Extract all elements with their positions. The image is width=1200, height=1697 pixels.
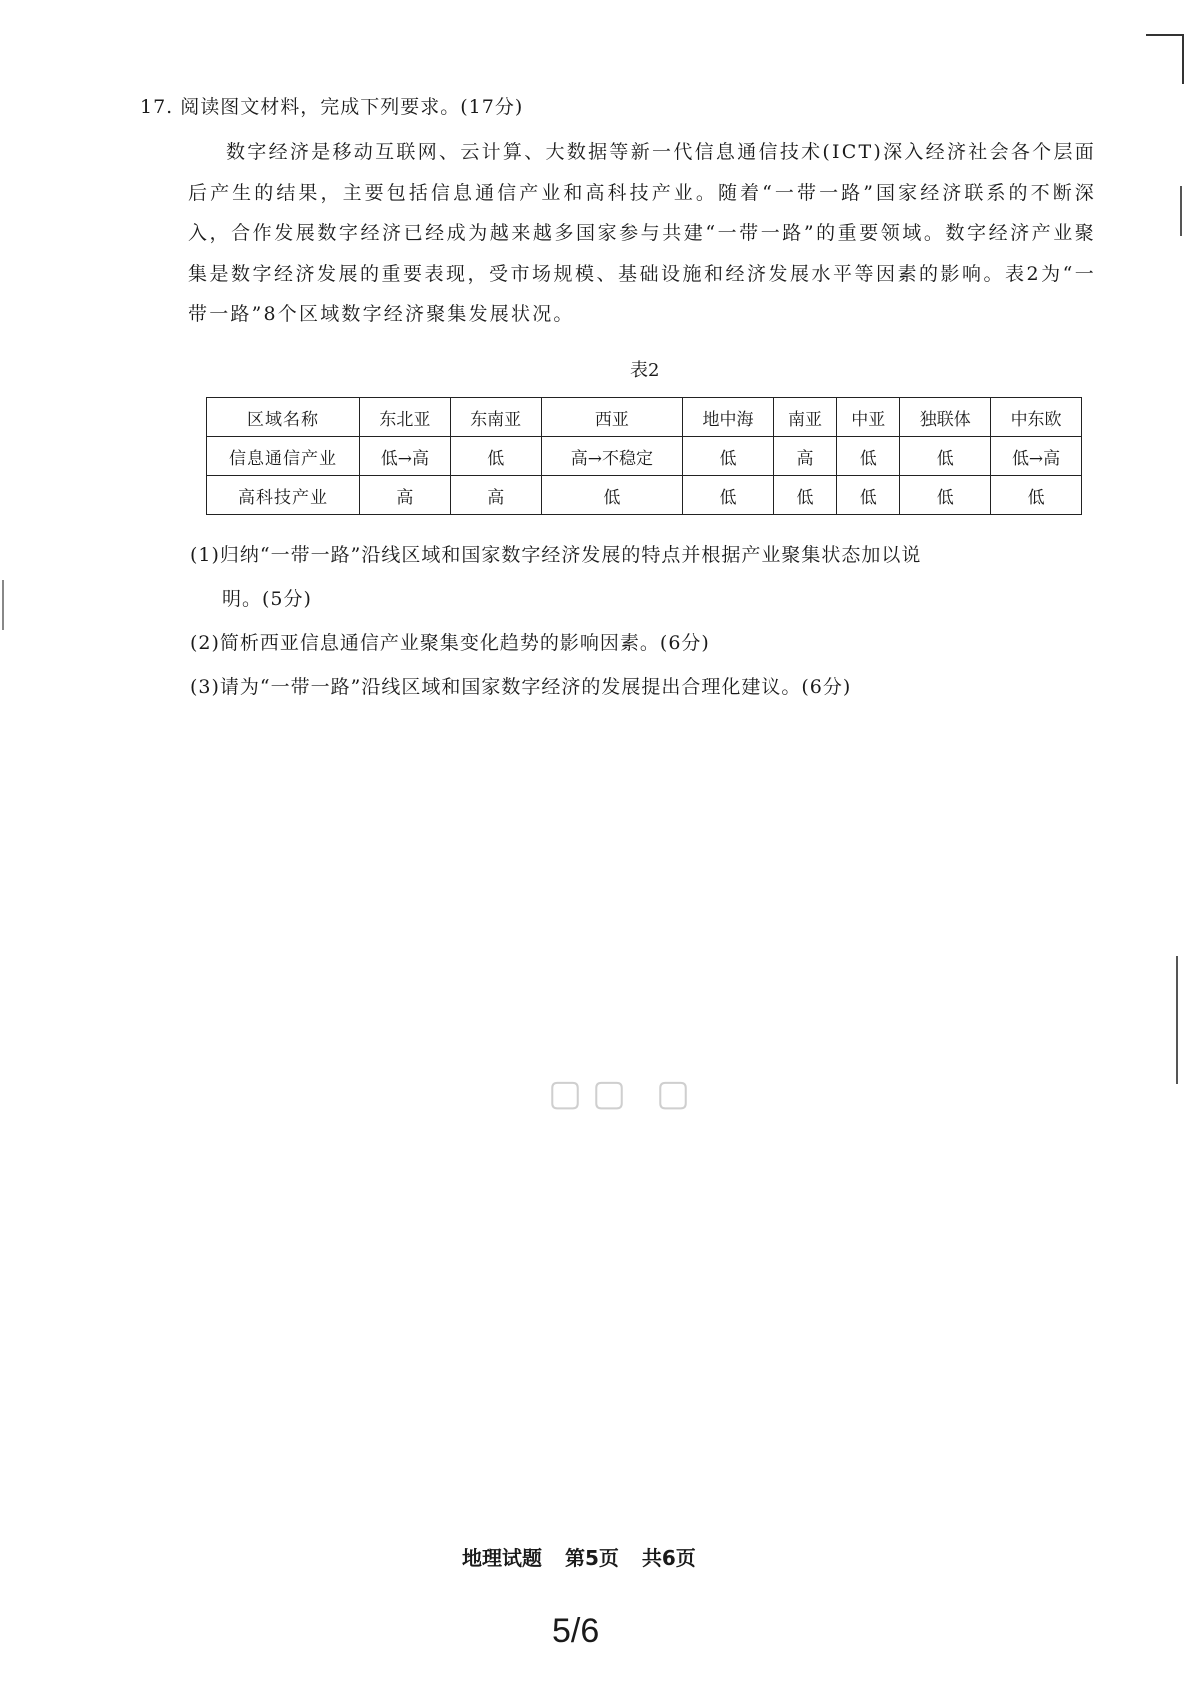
table-cell: 低 [450, 437, 541, 476]
page-footer: 地理试题 第5页 共6页 [462, 1546, 696, 1570]
table-row-label: 高科技产业 [207, 476, 360, 515]
sub-question-1-continued: 明。(5分) [222, 588, 312, 610]
table-header-cell: 地中海 [683, 398, 774, 437]
table-cell: 低→高 [360, 437, 451, 476]
table-header-row [207, 398, 1082, 437]
table-cell: 低→高 [991, 437, 1082, 476]
table-header-cell: 区域名称 [207, 398, 360, 437]
table-header-cell: 中亚 [837, 398, 900, 437]
table-cell: 低 [991, 476, 1082, 515]
table-cell: 低 [773, 476, 836, 515]
table-row [207, 476, 1082, 515]
table-row-label: 信息通信产业 [207, 437, 360, 476]
data-table [206, 397, 1082, 515]
table-header-cell: 东北亚 [360, 398, 451, 437]
table-cell: 高 [773, 437, 836, 476]
table-cell: 低 [683, 437, 774, 476]
table-cell: 低 [683, 476, 774, 515]
question-title: 17. 阅读图文材料，完成下列要求。(17分) [140, 96, 524, 118]
table-cell: 低 [837, 437, 900, 476]
table-cell: 高 [360, 476, 451, 515]
table-cell: 高→不稳定 [541, 437, 682, 476]
table-header-cell: 东南亚 [450, 398, 541, 437]
question-material [188, 132, 1096, 335]
table-caption: 表2 [630, 360, 660, 381]
sub-question-2: (2)简析西亚信息通信产业聚集变化趋势的影响因素。(6分) [190, 632, 710, 654]
sub-question-3: (3)请为“一带一路”沿线区域和国家数字经济的发展提出合理化建议。(6分) [190, 676, 852, 698]
scan-edge-mark-left [2, 580, 4, 630]
table-cell: 高 [450, 476, 541, 515]
table-row [207, 437, 1082, 476]
table-header-cell: 独联体 [900, 398, 991, 437]
table-header-cell: 南亚 [773, 398, 836, 437]
table-header-cell: 西亚 [541, 398, 682, 437]
page-counter: 5/6 [552, 1612, 600, 1650]
sub-question-1: (1)归纳“一带一路”沿线区域和国家数字经济发展的特点并根据产业聚集状态加以说 [190, 544, 922, 566]
scan-edge-mark-right-bottom [1176, 956, 1178, 1084]
scan-edge-mark-right-top [1180, 186, 1182, 236]
scan-corner-mark [1146, 34, 1184, 84]
faint-watermark-stamp: ▢▢ ▢ [548, 1072, 701, 1113]
table-cell: 低 [900, 476, 991, 515]
table-cell: 低 [900, 437, 991, 476]
table-header-cell: 中东欧 [991, 398, 1082, 437]
table-cell: 低 [541, 476, 682, 515]
material-paragraph: 数字经济是移动互联网、云计算、大数据等新一代信息通信技术(ICT)深入经济社会各个层面后产生的结果，主要包括信息通信产业和高科技产业。随着“一带一路”国家经济联系的不断深入，合作发展数字经济已经成为越来越多国家参与共建“一带一路”的重要领域。数字经济产业聚集是数字经济发展的重要表现，受市场规模、基础设施和经济发展水平等因素的影响。表2为“一带一路”8个区域数字经济聚集发展状况。 [188, 141, 1096, 325]
table-cell: 低 [837, 476, 900, 515]
